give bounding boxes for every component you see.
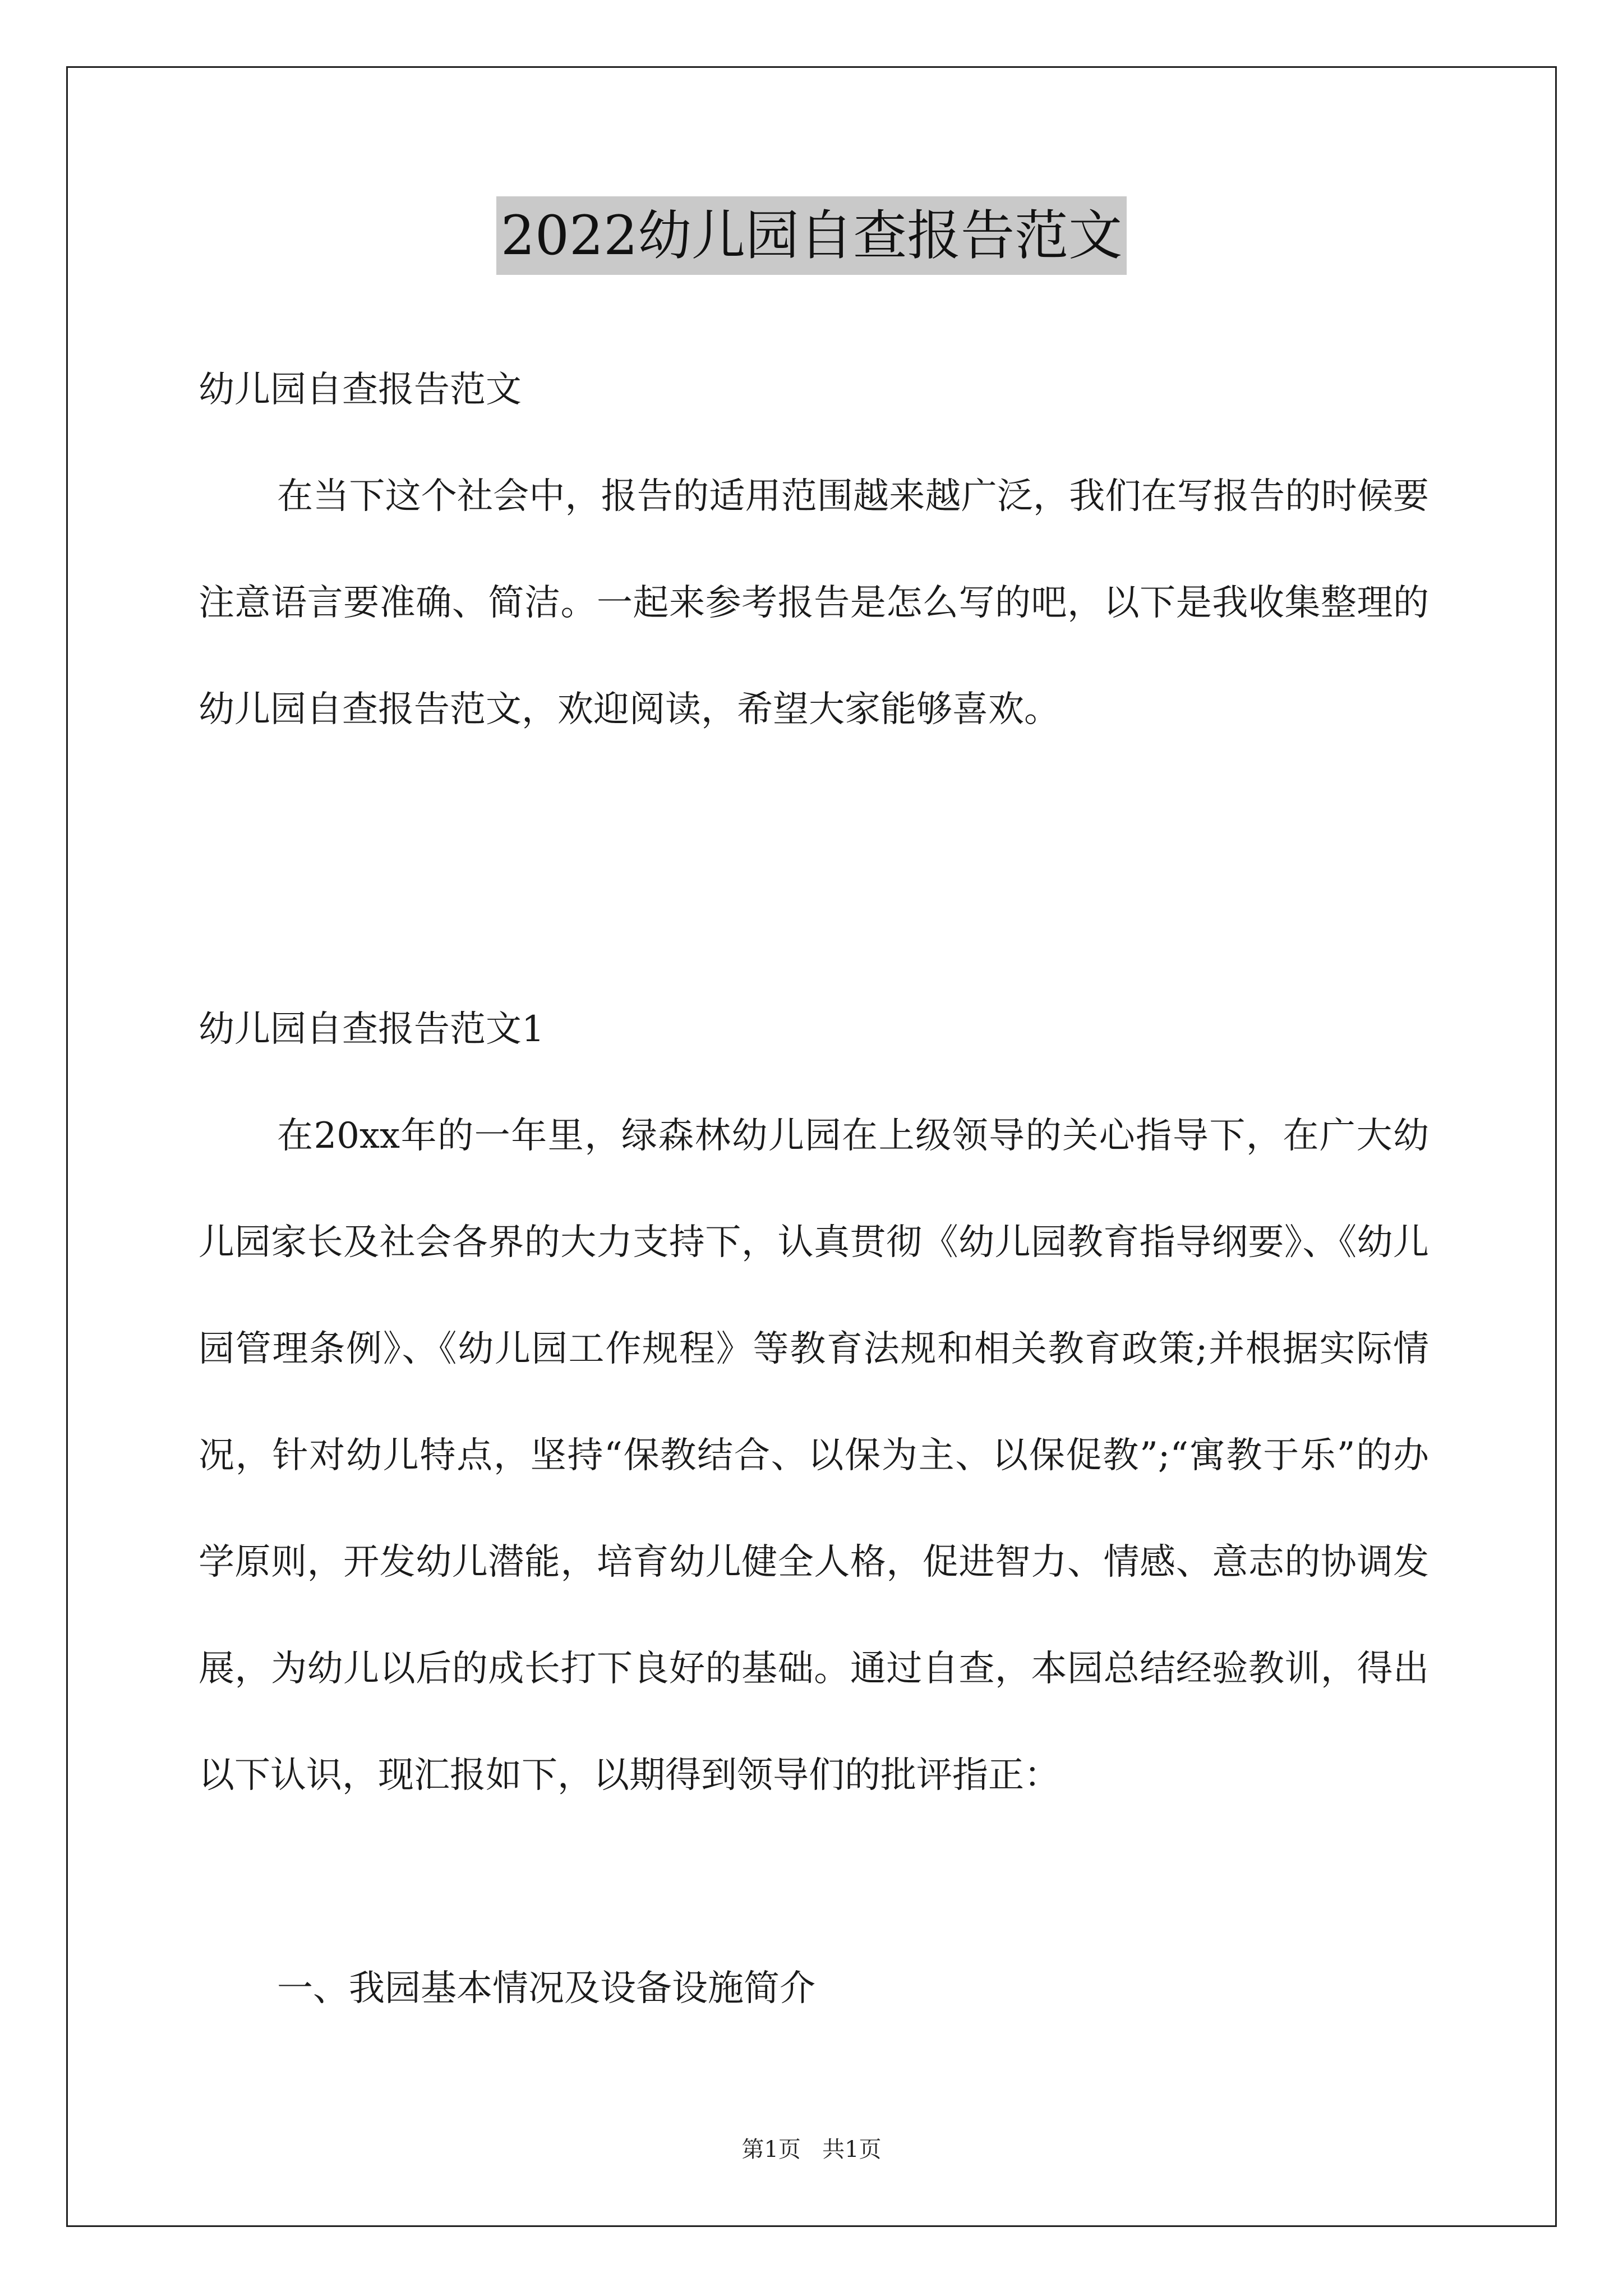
- document-title: 2022幼儿园自查报告范文: [496, 196, 1127, 275]
- page-footer: [0, 2132, 1623, 2164]
- page-total: 共1页: [822, 2137, 882, 2162]
- section-heading-block: [199, 976, 1429, 1083]
- intro-paragraph: 在当下这个社会中，报告的适用范围越来越广泛，我们在写报告的时候要注意语言要准确、简洁。一起来参考报告是怎么写的吧，以下是我收集整理的幼儿园自查报告范文，欢迎阅读，希望大家能够喜欢。: [199, 476, 1429, 730]
- title-container: [0, 196, 1623, 275]
- subsection-heading: 一、我园基本情况及设备设施简介: [277, 1968, 815, 2009]
- subsection-heading-block: [199, 1935, 1429, 2042]
- main-paragraph: 在20xx年的一年里，绿森林幼儿园在上级领导的关心指导下，在广大幼儿园家长及社会各界的大力支持下，认真贯彻《幼儿园教育指导纲要》、《幼儿园管理条例》、《幼儿园工作规程》等教育法规和相关教育政策;并根据实际情况，针对幼儿特点，坚持“保教结合、以保为主、以保促教”;“寓教于乐”的办学原则，开发幼儿潜能，培育幼儿健全人格，促进智力、情感、意志的协调发展，为幼儿以后的成长打下良好的基础。通过自查，本园总结经验教训，得出以下认识，现汇报如下，以期得到领导们的批评指正：: [199, 1115, 1429, 1796]
- section-heading: 幼儿园自查报告范文1: [199, 1009, 545, 1050]
- intro-paragraph-block: [199, 443, 1429, 763]
- page-number: 第1页: [741, 2137, 801, 2162]
- intro-heading: 幼儿园自查报告范文: [199, 369, 522, 411]
- main-paragraph-block: [199, 1083, 1429, 1829]
- intro-heading-block: [199, 337, 1429, 443]
